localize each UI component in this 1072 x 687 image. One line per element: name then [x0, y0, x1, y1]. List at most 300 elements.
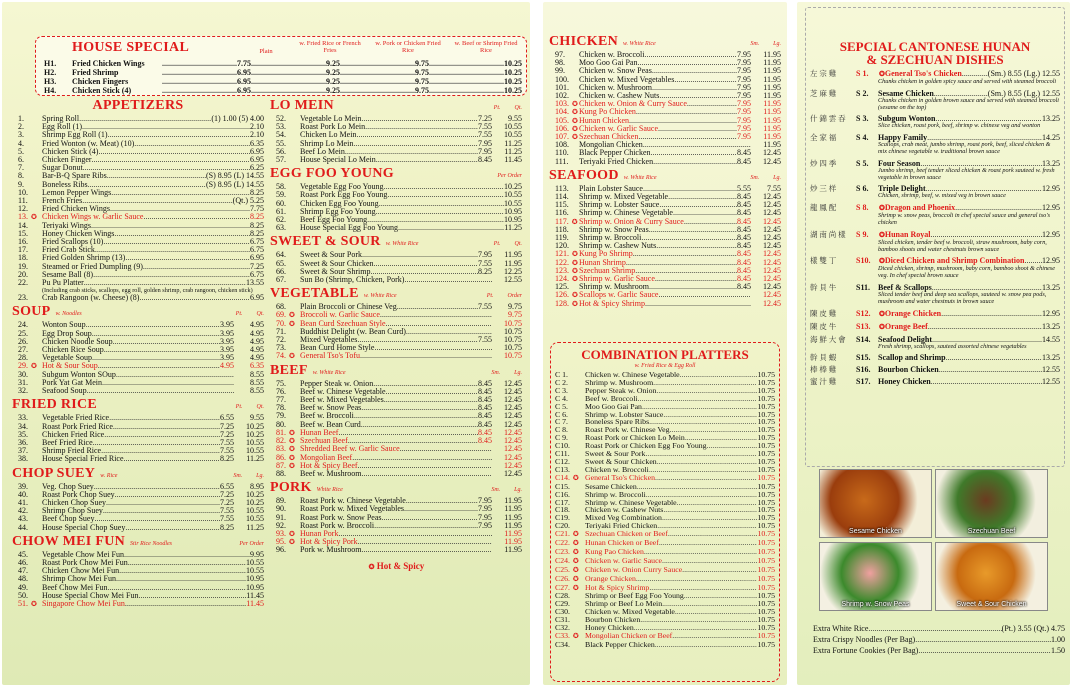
section-header	[12, 534, 264, 550]
section-note: w. White Rice	[623, 41, 656, 47]
pepper-icon: ✪	[572, 583, 579, 592]
price-large: 10.55	[504, 122, 522, 132]
price-large: 12.45	[763, 148, 781, 158]
pepper-icon: ✪	[572, 258, 578, 267]
item-number: S 8.	[856, 203, 869, 213]
price-headers	[236, 404, 264, 410]
price-large: 10.75	[504, 318, 522, 328]
item-number: 31.	[18, 377, 28, 387]
price: 6.35	[250, 138, 264, 148]
price-large: 4.95	[250, 336, 264, 346]
item-number: 90.	[276, 504, 286, 514]
house-special-box	[35, 36, 527, 96]
item-name: Shredded Beef w. Garlic Sauce	[300, 444, 400, 454]
item-name: Shrimp w. Cashew Nuts	[579, 241, 657, 251]
menu-item	[549, 158, 781, 166]
section-header	[12, 397, 264, 413]
price-large: 10.25	[246, 489, 264, 499]
price: 1.00	[1051, 635, 1065, 644]
price-large: 11.25	[246, 454, 264, 464]
pepper-icon: ✪	[571, 217, 578, 226]
price-small: 7.55	[478, 122, 492, 132]
price-small: 8.45	[478, 427, 492, 437]
item-name: Chicken w. Onion & Curry Sauce	[579, 99, 687, 109]
item-number: C18.	[555, 505, 570, 515]
item-number: 41.	[18, 497, 28, 507]
price-large: 9.55	[250, 413, 264, 423]
price-small: 7.25	[478, 114, 492, 123]
item-name: Chicken w. Chinese Vegetable	[585, 370, 680, 379]
item-number: S10.	[856, 256, 871, 266]
item-number: 114.	[555, 192, 569, 202]
item-name: Singapore Chow Mei Fun	[42, 598, 125, 608]
item-number: S12.	[856, 308, 871, 318]
item-name: Beef w. Bean Curd	[300, 419, 361, 429]
item-number: 66.	[276, 266, 286, 276]
price-small: 7.95	[737, 99, 751, 109]
leader-dots	[125, 254, 250, 262]
price-large: 12.45	[763, 282, 781, 292]
house-special-row	[44, 59, 522, 68]
section-note: Stir Rice Noodles	[130, 540, 173, 547]
price-small: 8.45	[737, 192, 751, 202]
pepper-icon: ✪	[289, 538, 295, 547]
price-large: 12.45	[763, 208, 781, 218]
item-name: Beef Chow Mei Fun	[42, 582, 108, 592]
item-name: Fried Wonton (w. Meat) (10)	[42, 138, 135, 148]
leader-dots	[361, 404, 478, 412]
item-number: C 7.	[555, 417, 568, 427]
item-number: C28.	[555, 591, 570, 601]
hs-header-fries: w. Fried Rice or French Fries	[299, 40, 361, 54]
item-name: Shrimp w. Lobster Sauce	[585, 409, 664, 419]
item-name: Scallops w. Garlic Sauce	[579, 290, 659, 300]
leader-dots	[633, 250, 737, 258]
item-number: C 3.	[555, 385, 568, 395]
item-number: S14.	[856, 334, 871, 344]
price-large: 11.95	[763, 123, 781, 133]
item-description: Jumbo shrimp, beef tender sliced chicken & roast pork sauteed w. fresh vegetable in brown sauce	[878, 166, 1055, 181]
item-name-text: Subgum Wonton	[878, 114, 936, 124]
price-large: 12.45	[763, 290, 781, 300]
item-name: Shrimp w. Broccoli	[585, 489, 646, 499]
item-name: Teriyaki Wings	[42, 220, 91, 230]
pepper-icon: ✪	[572, 574, 579, 583]
item-name: House Special Chow Mei Fun	[42, 590, 139, 600]
item-number: S 2.	[856, 88, 869, 98]
price: 10.75	[757, 521, 775, 531]
house-special-title: HOUSE SPECIAL	[72, 40, 190, 55]
item-name: Broccoli w. Garlic Sauce	[300, 310, 380, 320]
pepper-icon: ✪	[572, 565, 579, 574]
house-special-row	[44, 77, 522, 86]
item-number: C15.	[555, 481, 570, 491]
price: 10.75	[757, 385, 775, 395]
price: 8.25	[250, 220, 264, 230]
leader-dots	[354, 412, 478, 420]
item-name: Shrimp w. Garlic Sauce	[579, 274, 655, 284]
item-number: 97.	[555, 50, 565, 59]
item-name: Shrimp w. Snow Peas	[579, 224, 649, 234]
hot-spicy-legend	[270, 561, 522, 571]
section-header	[270, 98, 522, 114]
leader-dots	[400, 445, 492, 453]
item-number: 118.	[555, 224, 569, 234]
price: 10.75	[757, 591, 775, 601]
leader-dots	[662, 600, 757, 608]
price: (Sm.) 8.55 (Lg.) 12.55	[987, 69, 1060, 78]
item-name: Sesame Ball (8)	[42, 269, 94, 279]
price-small: 7.95	[737, 50, 751, 59]
item-number: 62.	[276, 215, 286, 225]
price-small: 8.45	[478, 403, 492, 413]
price: 10.75	[757, 505, 775, 515]
leader-dots	[92, 156, 250, 164]
section-header	[549, 34, 781, 50]
price-small: 7.55	[478, 258, 492, 268]
item-name: Boneless Spare Ribs	[585, 417, 650, 427]
item-name: Beef w. Broccoli	[585, 393, 638, 403]
leader-dots	[162, 59, 237, 68]
item-number: 77.	[276, 395, 286, 405]
item-name: Chicken w. Broccoli	[585, 464, 649, 474]
item-number: C13.	[555, 464, 570, 474]
price: 10.75	[757, 607, 775, 617]
price: 10.75	[757, 546, 775, 556]
item-name-text: Dragon and Phoenix	[884, 203, 956, 213]
leader-dots	[104, 431, 220, 439]
photo-caption: Sesame Chicken	[849, 528, 902, 535]
item-number: 71.	[276, 326, 286, 336]
item-name: Shrimp or Beef Egg Foo Young	[585, 591, 684, 601]
item-number: 14.	[18, 220, 28, 230]
leader-dots	[640, 616, 757, 624]
special-item	[810, 309, 1060, 319]
pepper-icon: ✪	[572, 108, 578, 117]
item-name: Plain Broccoli or Chinese Veg	[300, 302, 397, 312]
leader-dots	[91, 222, 250, 230]
item-name: Pepper Steak w. Onion	[300, 378, 374, 388]
price: 6.75	[250, 237, 264, 247]
item-number: 53.	[276, 122, 286, 132]
section-title: EGG FOO YOUNG	[270, 166, 394, 182]
item-name: Sweet & Sour Shrimp	[300, 266, 371, 276]
pepper-icon: ✪	[572, 275, 578, 284]
leader-dots	[357, 336, 478, 344]
price: 6.75	[250, 245, 264, 255]
item-name: Black Pepper Chicken	[579, 148, 651, 158]
item-name: Wonton Soup	[42, 320, 86, 330]
pepper-icon: ✪	[289, 428, 295, 437]
price-large: 10.25	[246, 429, 264, 439]
price-fries: 9.25	[326, 77, 340, 86]
item-name: Hot & Spicy Pork	[300, 537, 358, 547]
price: 10.75	[757, 489, 775, 499]
price: 10.75	[757, 538, 775, 548]
pepper-icon: ✪	[289, 461, 295, 470]
section-note: w. White Rice	[312, 369, 346, 376]
leader-dots	[374, 522, 478, 530]
price: 10.75	[757, 615, 775, 625]
item-name-text: Four Season	[878, 158, 921, 168]
price-large: 10.75	[504, 343, 522, 353]
price-small: 7.25	[220, 421, 234, 431]
item-name: Roast Pork w. Snow Peas	[300, 512, 382, 522]
item-number: 8.	[18, 171, 24, 181]
center-column	[549, 32, 781, 308]
price-large: 12.45	[504, 436, 522, 446]
item-number: C 4.	[555, 393, 568, 403]
price-small: 6.55	[220, 481, 234, 491]
item-name: Beef w. Broccoli	[300, 411, 354, 421]
item-name: Extra White Rice	[813, 624, 869, 633]
price-headers	[494, 105, 522, 111]
item-number: 52.	[276, 114, 286, 123]
item-number: 119.	[555, 233, 569, 243]
price: (S) 8.95 (L) 14.55	[206, 171, 264, 181]
price-small: 7.25	[220, 497, 234, 507]
leader-dots	[868, 623, 1001, 634]
price-beef: 10.25	[504, 77, 522, 86]
price-large: 11.25	[504, 146, 522, 156]
item-number: 93. ✪	[276, 528, 295, 538]
leader-dots	[340, 86, 415, 95]
item-number: 75.	[276, 378, 286, 388]
item-description: Slice chicken, roast pork, beef, shrimp w. chinese veg and wonton	[878, 122, 1041, 130]
item-name: Chicken w. Broccoli	[579, 50, 645, 59]
menu-item	[270, 156, 522, 164]
price-small: 8.45	[478, 411, 492, 421]
leader-dots	[358, 538, 492, 546]
price: 6.95	[250, 293, 264, 303]
leader-dots	[376, 208, 504, 216]
hs-header-beef: w. Beef or Shrimp Fried Rice	[454, 40, 518, 54]
price: (Qt.) 5.25	[232, 196, 264, 206]
leader-dots	[663, 411, 757, 419]
price-header: Pt.	[493, 241, 501, 248]
leader-dots	[653, 379, 757, 387]
item-name: Sweet & Sour Pork	[300, 250, 362, 260]
item-name: Roast Pork w. Broccoli	[300, 520, 375, 530]
leader-dots	[134, 140, 250, 148]
price: 10.55	[504, 198, 522, 208]
price-header: Lg.	[514, 487, 522, 494]
item-number: 56.	[276, 146, 286, 156]
item-name: Shrimp w. Chinese Vegetable	[579, 208, 673, 218]
item-name: Szechuan Chicken or Beef	[585, 529, 668, 539]
leader-dots	[644, 51, 737, 59]
item-number: 103. ✪	[555, 99, 578, 109]
leader-dots	[656, 387, 757, 395]
item-number: H1.	[44, 59, 57, 68]
price-header: Qt.	[514, 241, 522, 248]
item-name: Shrimp w. Lobster Sauce	[579, 200, 660, 210]
leader-dots	[338, 429, 478, 437]
item-name: Roast Pork Lo Mein	[300, 122, 366, 132]
price-header: Per Order	[497, 173, 522, 180]
price-large: 9.75	[508, 302, 522, 312]
item-number: 40.	[18, 489, 28, 499]
item-name: Chicken Stick (4)	[42, 146, 99, 156]
leader-dots	[381, 514, 478, 522]
price-large: 12.45	[763, 249, 781, 259]
price-pork: 9.75	[415, 86, 429, 95]
house-special-rows	[44, 59, 522, 95]
leader-dots	[645, 300, 751, 308]
price-large: 12.45	[763, 265, 781, 275]
section-note: w. Noodles	[55, 311, 82, 318]
item-name: Szechuan Beef	[300, 436, 348, 446]
item-number: 92.	[276, 520, 286, 530]
leader-dots	[251, 77, 326, 86]
price-small: 3.95	[220, 353, 234, 363]
item-number: S16.	[856, 365, 871, 375]
leader-dots	[637, 483, 758, 491]
price-small: 7.95	[737, 66, 751, 76]
item-number: 50.	[18, 590, 28, 600]
item-name: Kung Po Chicken	[579, 107, 636, 117]
item-number: C 9.	[555, 433, 568, 443]
item-description: Chunks chicken in golden brown sauce and served with steamed broccoli (sesame on the top)	[878, 96, 1060, 111]
chinese-name: 全 家 福	[810, 133, 837, 143]
item-name: Spring Roll	[42, 114, 80, 123]
item-name: Mixed Veg Combination	[585, 513, 662, 523]
price-small: 5.55	[737, 183, 751, 193]
extras-list	[813, 623, 1065, 656]
item-name-text: Bourbon Chicken	[878, 365, 939, 375]
price-small: 8.45	[737, 249, 751, 259]
price: 12.55	[1042, 365, 1060, 375]
item-number: 65.	[276, 258, 286, 268]
chinese-name: 陳 皮 牛	[810, 321, 837, 331]
item-name: Seafood Soup	[42, 386, 87, 396]
price-small: 7.55	[220, 446, 234, 456]
item-name: Chicken Wings w. Garlic Sauce	[42, 212, 144, 222]
item-name	[878, 377, 931, 386]
price-header: Sm.	[491, 487, 501, 494]
leader-dots	[139, 294, 250, 302]
price-large: 8.55	[250, 386, 264, 396]
item-number: 78.	[276, 403, 286, 413]
pepper-icon: ✪	[289, 352, 295, 361]
price-large: 11.95	[763, 91, 781, 101]
item-name: Honey Chicken Wings	[42, 228, 115, 238]
leader-dots	[365, 123, 478, 131]
item-number: 55.	[276, 138, 286, 148]
price-header: Pt.	[486, 293, 494, 300]
price-large: 12.45	[504, 427, 522, 437]
item-number: C10.	[555, 441, 570, 451]
item-number: 23.	[18, 293, 28, 303]
item-name: Hunan Chicken or Beef	[585, 538, 659, 548]
item-name: Roast Pork Chow Mei Fun	[42, 557, 128, 567]
price: 13.25	[1042, 321, 1060, 331]
item-name: Vegetable Chow Mei Fun	[42, 549, 124, 559]
price-large: 12.45	[763, 156, 781, 166]
item-name: Roast Pork or Chicken Egg Foo Young	[585, 441, 707, 451]
leader-dots	[626, 259, 737, 267]
item-name: Hunan Shrimp	[579, 257, 626, 267]
item-name: Teriyaki Fried Chicken	[579, 156, 654, 166]
chinese-name: 芝 麻 雞	[810, 88, 837, 98]
item-name: Vegetable Egg Foo Young	[300, 182, 384, 192]
item-number: S11.	[856, 282, 871, 292]
leader-dots	[373, 380, 478, 388]
item-number: 6.	[18, 155, 24, 165]
item-name: Fried Chicken Wings	[42, 204, 110, 214]
price-large: 11.25	[246, 522, 264, 532]
item-name: Fried Shrimp	[72, 68, 119, 77]
leader-dots	[352, 454, 492, 462]
leader-dots	[941, 309, 1042, 319]
leader-dots	[404, 276, 492, 284]
item-number: 47.	[18, 566, 28, 576]
item-name: Honey Chicken	[585, 623, 634, 633]
item-number: C11.	[555, 449, 570, 459]
price: 13.25	[1042, 353, 1060, 363]
leader-dots	[380, 311, 492, 319]
leader-dots	[162, 77, 237, 86]
pepper-icon: ✪	[289, 529, 295, 538]
section-header	[270, 480, 522, 496]
leader-dots	[429, 86, 504, 95]
menu-item	[549, 300, 781, 308]
leader-dots	[643, 141, 751, 149]
leader-dots	[93, 271, 250, 279]
price-header: Sm.	[233, 472, 243, 479]
photo-caption: Szechuan Beef	[967, 528, 1016, 535]
item-name: Chicken Fried Rice	[42, 429, 105, 439]
item-name: Shrimp w. Onion & Curry Sauce	[579, 216, 684, 226]
pepper-icon: ✪	[31, 213, 37, 222]
item-name: Egg Roll (1)	[42, 122, 82, 132]
price-headers	[494, 241, 522, 247]
leader-dots	[125, 524, 220, 532]
pepper-icon: ✪	[368, 562, 375, 571]
pepper-icon: ✪	[572, 473, 579, 482]
leader-dots	[429, 59, 504, 68]
item-number: C21. ✪	[555, 529, 579, 539]
photo-sweet-sour-chicken	[935, 542, 1048, 611]
pepper-icon: ✪	[879, 257, 885, 266]
price-small: 6.55	[220, 413, 234, 423]
price-small: 8.45	[737, 265, 751, 275]
item-description: Sliced tender beef and deep sea scallops, sauteed w. snow pea pods, mushroom and water chestnuts in brown sauce	[878, 290, 1047, 305]
leader-dots	[659, 539, 758, 548]
price-headers	[239, 541, 264, 547]
item-number: 35.	[18, 429, 28, 439]
item-number: 30.	[18, 369, 28, 379]
item-number: 28.	[18, 353, 28, 363]
price: 10.95	[504, 215, 522, 225]
price: 13.25	[1042, 282, 1060, 292]
leader-dots	[656, 242, 737, 250]
price-header: Lg.	[256, 472, 264, 479]
item-name: Chicken w. Garlic Sauce	[585, 555, 663, 565]
price-header: Lg.	[773, 174, 781, 181]
item-name: Chicken Egg Foo Young	[300, 198, 379, 208]
item-name: House Special Lo Mein	[300, 155, 376, 165]
section-note: w. Rice	[100, 472, 118, 479]
menu-item	[12, 600, 264, 608]
item-name: Hunan Pork	[300, 528, 339, 538]
item-number: 5.	[18, 146, 24, 156]
price: 10.75	[757, 433, 775, 443]
item-number: 68.	[276, 302, 286, 312]
pepper-icon: ✪	[31, 362, 37, 371]
item-name: Bean Curd Home Style	[300, 343, 375, 353]
item-number: 102.	[555, 91, 569, 101]
